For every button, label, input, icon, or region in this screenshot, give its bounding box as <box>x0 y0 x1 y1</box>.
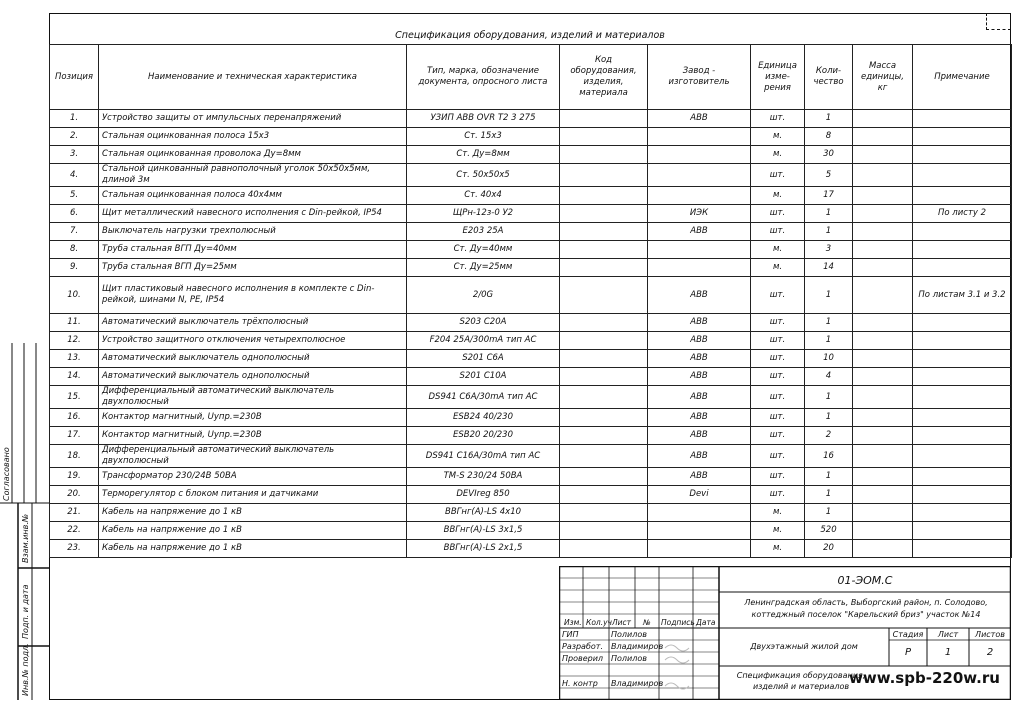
site-watermark[interactable]: www.spb-220w.ru <box>849 669 1000 687</box>
cell-note <box>913 223 1012 241</box>
cell-qty: 1 <box>805 504 853 522</box>
side-agreed-label: Согласовано <box>2 447 11 501</box>
table-header-row <box>50 45 1012 110</box>
cell-maker: ABB <box>648 445 751 468</box>
cell-pos: 2. <box>50 128 99 146</box>
name-gip: Полилов <box>611 630 647 639</box>
cell-mass <box>853 332 913 350</box>
table-row <box>50 128 1012 146</box>
header-maker: Завод - изготовитель <box>648 45 751 110</box>
cell-qty: 520 <box>805 522 853 540</box>
cell-qty: 1 <box>805 468 853 486</box>
cell-code <box>560 259 648 277</box>
cell-name: Дифференциальный автоматический выключатель двухполюсный <box>99 445 407 468</box>
table-row <box>50 409 1012 427</box>
cell-code <box>560 468 648 486</box>
cell-unit: шт. <box>751 332 805 350</box>
cell-pos: 14. <box>50 368 99 386</box>
cell-type: ВВГнг(А)-LS 4х10 <box>407 504 560 522</box>
cell-type: ЩРн-12з-0 У2 <box>407 205 560 223</box>
cell-pos: 19. <box>50 468 99 486</box>
cell-code <box>560 110 648 128</box>
name-nkontr: Владимиров <box>611 679 664 688</box>
cell-type: DS941 C16A/30mA тип AC <box>407 445 560 468</box>
cell-mass <box>853 468 913 486</box>
cell-qty: 10 <box>805 350 853 368</box>
cell-qty: 1 <box>805 486 853 504</box>
cell-name: Устройство защитного отключения четырехполюсное <box>99 332 407 350</box>
project-address: Ленинградская область, Выборгский район, п. Солодово, коттеджный поселок "Карельский бриз" участок №14 <box>744 598 988 619</box>
cell-code <box>560 486 648 504</box>
cell-unit: шт. <box>751 409 805 427</box>
table-row <box>50 259 1012 277</box>
cell-name: Щит металлический навесного исполнения с Din-рейкой, IP54 <box>99 205 407 223</box>
name-razrab: Владимиров <box>611 642 664 651</box>
cell-mass <box>853 314 913 332</box>
cell-maker: Devi <box>648 486 751 504</box>
cell-mass <box>853 486 913 504</box>
cell-qty: 14 <box>805 259 853 277</box>
cell-maker <box>648 241 751 259</box>
cell-name: Контактор магнитный, Uупр.=230В <box>99 409 407 427</box>
cell-note: По листам 3.1 и 3.2 <box>913 277 1012 314</box>
cell-note <box>913 110 1012 128</box>
table-row <box>50 332 1012 350</box>
cell-code <box>560 187 648 205</box>
header-type: Тип, марка, обозначение документа, опросного листа <box>407 45 560 110</box>
cell-mass <box>853 128 913 146</box>
cell-name: Дифференциальный автоматический выключатель двухполюсный <box>99 386 407 409</box>
role-razrab: Разработ. <box>562 642 603 651</box>
cell-type: ВВГнг(А)-LS 3х1,5 <box>407 522 560 540</box>
cell-code <box>560 368 648 386</box>
cell-unit: шт. <box>751 223 805 241</box>
cell-maker: ABB <box>648 314 751 332</box>
cell-pos: 3. <box>50 146 99 164</box>
cell-type: Ст. 50х50х5 <box>407 164 560 187</box>
cell-mass <box>853 223 913 241</box>
document-code: 01-ЭОМ.С <box>837 574 893 587</box>
cell-note <box>913 504 1012 522</box>
cell-mass <box>853 540 913 558</box>
cell-type: S201 C6A <box>407 350 560 368</box>
cell-maker: ABB <box>648 409 751 427</box>
cell-qty: 16 <box>805 445 853 468</box>
cell-type: 2/0G <box>407 277 560 314</box>
cell-pos: 23. <box>50 540 99 558</box>
cell-maker: ABB <box>648 386 751 409</box>
sheet-value: 1 <box>944 647 952 658</box>
cell-note <box>913 164 1012 187</box>
sheet-corner-mark <box>986 13 1011 30</box>
cell-name: Стальная оцинкованная проволока Ду=8мм <box>99 146 407 164</box>
cell-unit: м. <box>751 146 805 164</box>
cell-unit: шт. <box>751 164 805 187</box>
side-stamp <box>0 343 49 700</box>
cell-code <box>560 350 648 368</box>
cell-code <box>560 445 648 468</box>
cell-note <box>913 146 1012 164</box>
cell-name: Контактор магнитный, Uупр.=230В <box>99 427 407 445</box>
cell-mass <box>853 205 913 223</box>
cell-name: Автоматический выключатель однополюсный <box>99 350 407 368</box>
cell-unit: шт. <box>751 277 805 314</box>
cell-mass <box>853 164 913 187</box>
cell-maker <box>648 128 751 146</box>
cell-unit: шт. <box>751 314 805 332</box>
table-row <box>50 522 1012 540</box>
role-prover: Проверил <box>562 654 604 663</box>
table-row <box>50 314 1012 332</box>
cell-unit: шт. <box>751 486 805 504</box>
cell-type: Ст. 15х3 <box>407 128 560 146</box>
cell-pos: 18. <box>50 445 99 468</box>
cell-code <box>560 128 648 146</box>
cell-note <box>913 427 1012 445</box>
cell-pos: 5. <box>50 187 99 205</box>
table-row <box>50 110 1012 128</box>
cell-unit: м. <box>751 540 805 558</box>
header-code: Код оборудования, изделия, материала <box>560 45 648 110</box>
cell-pos: 8. <box>50 241 99 259</box>
cell-mass <box>853 350 913 368</box>
cell-mass <box>853 259 913 277</box>
side-inv-orig-label: Инв.№ подл. <box>21 643 30 696</box>
cell-note <box>913 522 1012 540</box>
object-name: Двухэтажный жилой дом <box>750 642 858 651</box>
cell-mass <box>853 241 913 259</box>
table-row <box>50 164 1012 187</box>
cell-type: ESB24 40/230 <box>407 409 560 427</box>
cell-maker <box>648 504 751 522</box>
cell-name: Труба стальная ВГП Ду=40мм <box>99 241 407 259</box>
cell-note <box>913 468 1012 486</box>
cell-maker <box>648 164 751 187</box>
table-row <box>50 427 1012 445</box>
cell-note <box>913 540 1012 558</box>
cell-pos: 10. <box>50 277 99 314</box>
cell-name: Труба стальная ВГП Ду=25мм <box>99 259 407 277</box>
cell-pos: 9. <box>50 259 99 277</box>
cell-name: Стальная оцинкованная полоса 40х4мм <box>99 187 407 205</box>
cell-note <box>913 409 1012 427</box>
cell-type: DEVIreg 850 <box>407 486 560 504</box>
table-row <box>50 146 1012 164</box>
cell-mass <box>853 409 913 427</box>
cell-note <box>913 368 1012 386</box>
cell-name: Терморегулятор с блоком питания и датчиками <box>99 486 407 504</box>
cell-type: Ст. Ду=8мм <box>407 146 560 164</box>
header-note: Примечание <box>913 45 1012 110</box>
cell-pos: 12. <box>50 332 99 350</box>
cell-name: Кабель на напряжение до 1 кВ <box>99 540 407 558</box>
cell-code <box>560 522 648 540</box>
cell-mass <box>853 146 913 164</box>
cell-maker: ABB <box>648 368 751 386</box>
cell-qty: 1 <box>805 314 853 332</box>
table-row <box>50 445 1012 468</box>
cell-unit: шт. <box>751 350 805 368</box>
cell-pos: 15. <box>50 386 99 409</box>
header-mass: Масса единицы, кг <box>853 45 913 110</box>
cell-unit: м. <box>751 522 805 540</box>
cell-maker: ABB <box>648 332 751 350</box>
cell-unit: м. <box>751 128 805 146</box>
cell-code <box>560 205 648 223</box>
table-row <box>50 277 1012 314</box>
cell-unit: м. <box>751 504 805 522</box>
cell-note <box>913 128 1012 146</box>
cell-pos: 4. <box>50 164 99 187</box>
cell-type: S203 C20A <box>407 314 560 332</box>
col-ndok: № <box>643 618 651 627</box>
cell-unit: шт. <box>751 386 805 409</box>
table-row <box>50 504 1012 522</box>
sheets-label: Листов <box>975 630 1005 639</box>
header-unit: Единица изме-рения <box>751 45 805 110</box>
cell-name: Стальной цинкованный равнополочный уголок 50х50х5мм, длиной 3м <box>99 164 407 187</box>
cell-type: Ст. 40х4 <box>407 187 560 205</box>
cell-pos: 7. <box>50 223 99 241</box>
cell-name: Кабель на напряжение до 1 кВ <box>99 522 407 540</box>
cell-code <box>560 427 648 445</box>
cell-qty: 1 <box>805 110 853 128</box>
cell-qty: 8 <box>805 128 853 146</box>
role-nkontr: Н. контр <box>562 679 598 688</box>
cell-code <box>560 164 648 187</box>
cell-name: Стальная оцинкованная полоса 15х3 <box>99 128 407 146</box>
cell-mass <box>853 277 913 314</box>
cell-pos: 11. <box>50 314 99 332</box>
cell-note: По листу 2 <box>913 205 1012 223</box>
table-row <box>50 223 1012 241</box>
col-list: Лист <box>612 618 632 627</box>
cell-qty: 1 <box>805 409 853 427</box>
cell-qty: 1 <box>805 277 853 314</box>
cell-qty: 1 <box>805 205 853 223</box>
side-inv-replace-label: Взам.инв.№ <box>21 513 30 563</box>
cell-qty: 5 <box>805 164 853 187</box>
cell-qty: 1 <box>805 332 853 350</box>
cell-note <box>913 314 1012 332</box>
cell-code <box>560 386 648 409</box>
cell-unit: шт. <box>751 368 805 386</box>
cell-qty: 1 <box>805 223 853 241</box>
cell-qty: 17 <box>805 187 853 205</box>
cell-note <box>913 486 1012 504</box>
cell-qty: 1 <box>805 386 853 409</box>
stage-value: Р <box>904 647 912 658</box>
cell-pos: 17. <box>50 427 99 445</box>
cell-code <box>560 332 648 350</box>
cell-maker <box>648 187 751 205</box>
spec-title: Спецификация оборудования, изделий и материалов <box>395 30 665 41</box>
stage-label: Стадия <box>892 630 924 639</box>
cell-type: ESB20 20/230 <box>407 427 560 445</box>
sheet-name: Спецификация оборудования, изделий и материалов <box>736 671 866 691</box>
cell-qty: 2 <box>805 427 853 445</box>
cell-note <box>913 259 1012 277</box>
table-row <box>50 468 1012 486</box>
header-position: Позиция <box>50 45 99 110</box>
cell-pos: 1. <box>50 110 99 128</box>
cell-mass <box>853 445 913 468</box>
cell-mass <box>853 368 913 386</box>
cell-maker: ABB <box>648 223 751 241</box>
cell-mass <box>853 522 913 540</box>
cell-pos: 16. <box>50 409 99 427</box>
table-row <box>50 187 1012 205</box>
cell-maker: ABB <box>648 110 751 128</box>
cell-type: ВВГнг(А)-LS 2х1,5 <box>407 540 560 558</box>
cell-code <box>560 409 648 427</box>
cell-unit: шт. <box>751 468 805 486</box>
cell-type: F204 25A/300mA тип AC <box>407 332 560 350</box>
cell-unit: шт. <box>751 445 805 468</box>
col-koluch: Кол.уч <box>586 618 612 627</box>
cell-name: Выключатель нагрузки трехполюсный <box>99 223 407 241</box>
cell-maker <box>648 259 751 277</box>
table-row <box>50 241 1012 259</box>
cell-unit: шт. <box>751 205 805 223</box>
table-row <box>50 386 1012 409</box>
col-podpis: Подпись <box>661 618 695 627</box>
table-row <box>50 540 1012 558</box>
cell-mass <box>853 386 913 409</box>
cell-pos: 6. <box>50 205 99 223</box>
col-data: Дата <box>696 618 716 627</box>
cell-name: Автоматический выключатель трёхполюсный <box>99 314 407 332</box>
cell-maker: ABB <box>648 427 751 445</box>
cell-note <box>913 332 1012 350</box>
cell-code <box>560 504 648 522</box>
cell-qty: 20 <box>805 540 853 558</box>
cell-code <box>560 223 648 241</box>
sheet-label: Лист <box>937 630 959 639</box>
sheets-value: 2 <box>986 647 994 658</box>
cell-maker <box>648 540 751 558</box>
role-gip: ГИП <box>562 630 579 639</box>
cell-type: Ст. Ду=25мм <box>407 259 560 277</box>
cell-type: DS941 C6A/30mA тип AC <box>407 386 560 409</box>
cell-type: УЗИП ABB OVR T2 3 275 <box>407 110 560 128</box>
cell-name: Щит пластиковый навесного исполнения в комплекте с Din-рейкой, шинами N, PE, IP54 <box>99 277 407 314</box>
side-sign-date-label: Подп. и дата <box>21 584 30 639</box>
table-row <box>50 368 1012 386</box>
col-izm: Изм. <box>564 618 582 627</box>
cell-note <box>913 386 1012 409</box>
cell-pos: 22. <box>50 522 99 540</box>
cell-maker <box>648 146 751 164</box>
cell-note <box>913 187 1012 205</box>
cell-pos: 21. <box>50 504 99 522</box>
header-qty: Коли-чество <box>805 45 853 110</box>
cell-code <box>560 277 648 314</box>
cell-mass <box>853 187 913 205</box>
header-name: Наименование и техническая характеристика <box>99 45 407 110</box>
cell-unit: шт. <box>751 110 805 128</box>
cell-type: S201 C10A <box>407 368 560 386</box>
cell-type: Ст. Ду=40мм <box>407 241 560 259</box>
cell-type: E203 25A <box>407 223 560 241</box>
table-row <box>50 486 1012 504</box>
cell-maker: ABB <box>648 277 751 314</box>
cell-mass <box>853 110 913 128</box>
cell-mass <box>853 427 913 445</box>
cell-mass <box>853 504 913 522</box>
cell-qty: 30 <box>805 146 853 164</box>
cell-note <box>913 241 1012 259</box>
cell-pos: 20. <box>50 486 99 504</box>
cell-type: TM-S 230/24 50BA <box>407 468 560 486</box>
cell-note <box>913 445 1012 468</box>
cell-pos: 13. <box>50 350 99 368</box>
cell-note <box>913 350 1012 368</box>
cell-maker <box>648 522 751 540</box>
cell-name: Кабель на напряжение до 1 кВ <box>99 504 407 522</box>
cell-code <box>560 241 648 259</box>
cell-unit: м. <box>751 259 805 277</box>
cell-maker: ABB <box>648 468 751 486</box>
cell-code <box>560 146 648 164</box>
cell-unit: шт. <box>751 427 805 445</box>
cell-qty: 3 <box>805 241 853 259</box>
cell-unit: м. <box>751 187 805 205</box>
specification-table <box>49 44 1012 558</box>
cell-name: Автоматический выключатель однополюсный <box>99 368 407 386</box>
cell-code <box>560 314 648 332</box>
cell-name: Устройство защиты от импульсных перенапряжений <box>99 110 407 128</box>
cell-unit: м. <box>751 241 805 259</box>
table-row <box>50 205 1012 223</box>
name-prover: Полилов <box>611 654 647 663</box>
cell-code <box>560 540 648 558</box>
cell-maker: ABB <box>648 350 751 368</box>
table-row <box>50 350 1012 368</box>
signatures <box>661 628 701 698</box>
cell-name: Трансформатор 230/24В 50ВА <box>99 468 407 486</box>
cell-qty: 4 <box>805 368 853 386</box>
cell-maker: ИЭК <box>648 205 751 223</box>
